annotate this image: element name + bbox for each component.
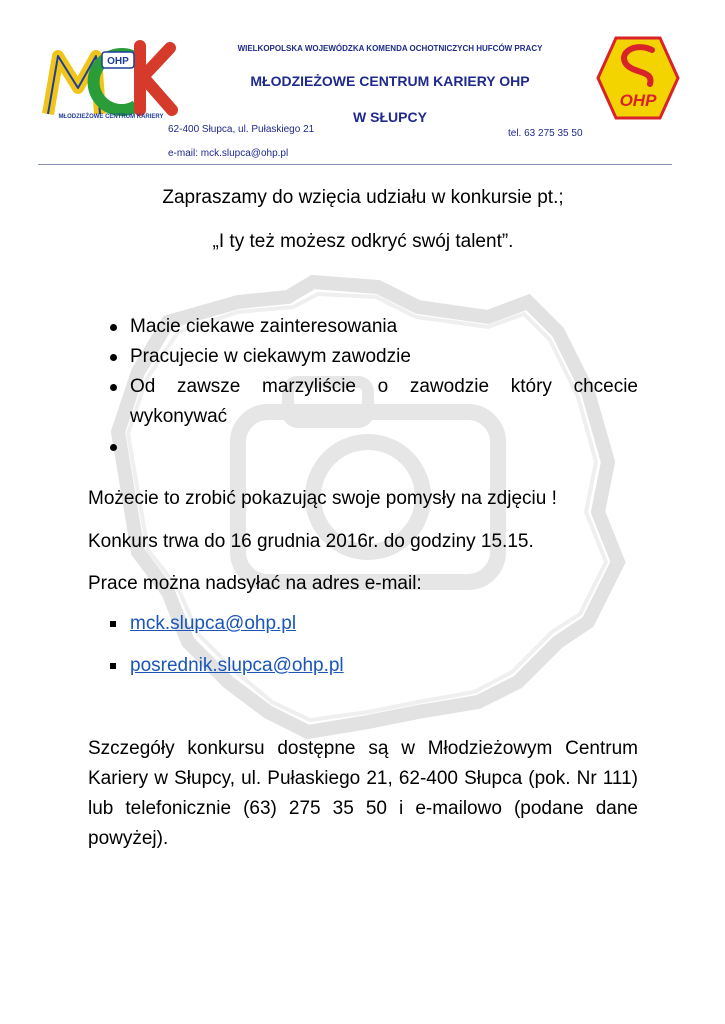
list-item (88, 432, 638, 462)
list-item (88, 651, 638, 693)
list-item: Od zawsze marzyliście o zawodzie który chcecie wykonywać (88, 372, 638, 432)
bullet-icon (110, 324, 117, 331)
paragraph-deadline: Konkurs trwa do 16 grudnia 2016r. do godziny 15.15. (88, 531, 534, 552)
list-item (88, 609, 638, 651)
address: 62-400 Słupca, ul. Pułaskiego 21 (168, 124, 315, 135)
header-email: e-mail: mck.slupca@ohp.pl (168, 148, 289, 159)
email-list (88, 609, 638, 693)
list-item: Macie ciekawe zainteresowania (88, 312, 638, 342)
center-name: MŁODZIEŻOWE CENTRUM KARIERY OHP (250, 73, 530, 89)
organization-line: WIELKOPOLSKA WOJEWÓDZKA KOMENDA OCHOTNICZYCH HUFCÓW PRACY (237, 44, 543, 53)
square-bullet-icon (110, 663, 116, 669)
details-paragraph: Szczegóły konkursu dostępne są w Młodzieżowym Centrum Kariery w Słupcy, ul. Pułaskiego 21, 62-400 Słupca (pok. Nr 111) lub telefonicznie (63) 275 35 50 i e-mailowo (podane dane powyżej). (88, 738, 638, 849)
email-link-mck[interactable]: mck.slupca@ohp.pl (130, 613, 297, 634)
bullet-icon (110, 354, 117, 361)
ohp-logo-text: OHP (619, 91, 657, 110)
center-location: W SŁUPCY (353, 109, 427, 125)
bullet-icon (110, 444, 117, 451)
paragraph-photo: Możecie to zrobić pokazując swoje pomysły na zdjęciu ! (88, 488, 557, 509)
contest-title: „I ty też możesz odkryć swój talent”. (212, 231, 514, 252)
email-link-posrednik[interactable]: posrednik.slupca@ohp.pl (130, 655, 344, 676)
intro-text: Zapraszamy do wzięcia udziału w konkursie pt.; (162, 187, 564, 208)
bullet-list (88, 312, 638, 462)
phone: tel. 63 275 35 50 (508, 128, 583, 139)
mck-logo (40, 36, 182, 120)
header-divider (38, 164, 672, 165)
bullet-icon (110, 384, 117, 391)
square-bullet-icon (110, 621, 116, 627)
mck-logo-badge: OHP (107, 56, 129, 67)
list-item: Pracujecie w ciekawym zawodzie (88, 342, 638, 372)
mck-logo-caption: MŁODZIEŻOWE CENTRUM KARIERY (58, 114, 164, 120)
ohp-logo (596, 36, 680, 120)
paragraph-submit: Prace można nadsyłać na adres e-mail: (88, 573, 422, 594)
